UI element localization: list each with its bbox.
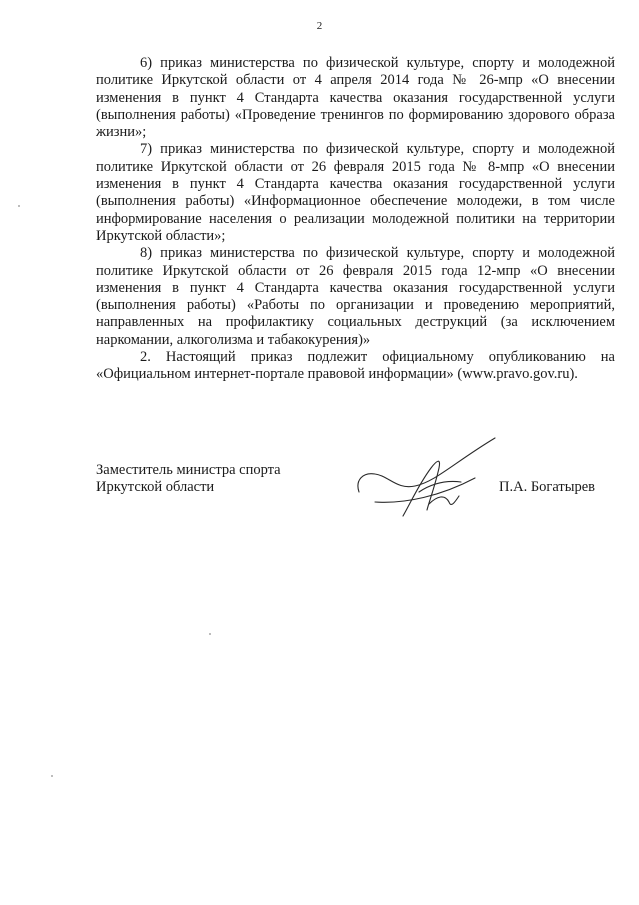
scan-artifact — [51, 775, 53, 777]
document-body — [96, 55, 615, 384]
page-number: 2 — [316, 20, 323, 32]
publication-clause: 2. Настоящий приказ подлежит официальному опубликованию на «Официальном интернет-портале правовой информации» (www.pravo.gov.ru). — [96, 349, 615, 383]
signer-name: П.А. Богатырев — [499, 479, 596, 495]
list-item-7: 7) приказ министерства по физической культуре, спорту и молодежной политике Иркутской области от 26 февраля 2015 года № 8-мпр «О внесении изменения в пункт 4 Стандарта качества оказания государственной услуги (выполнения работы) «Информационное обеспечение молодежи, в том числе информирование населения о реализации молодежной политики на территории Иркутской области»; — [96, 141, 615, 244]
handwritten-signature — [345, 432, 515, 524]
list-item-6: 6) приказ министерства по физической культуре, спорту и молодежной политике Иркутской области от 4 апреля 2014 года № 26-мпр «О внесении изменения в пункт 4 Стандарта качества оказания государственной услуги (выполнения работы) «Проведение тренингов по формированию здорового образа жизни»; — [96, 55, 615, 141]
signer-title-line-2: Иркутской области — [96, 479, 215, 496]
signer-title-line-1: Заместитель министра спорта — [96, 462, 281, 478]
scan-artifact — [209, 633, 211, 635]
list-item-8: 8) приказ министерства по физической культуре, спорту и молодежной политике Иркутской области от 26 февраля 2015 года 12-мпр «О внесении изменения в пункт 4 Стандарта качества оказания государственной услуги (выполнения работы) «Работы по организации и проведению мероприятий, направленных на профилактику социальных деструкций (за исключением наркомании, алкоголизма и табакокурения)» — [96, 245, 615, 348]
scan-artifact — [18, 205, 20, 207]
